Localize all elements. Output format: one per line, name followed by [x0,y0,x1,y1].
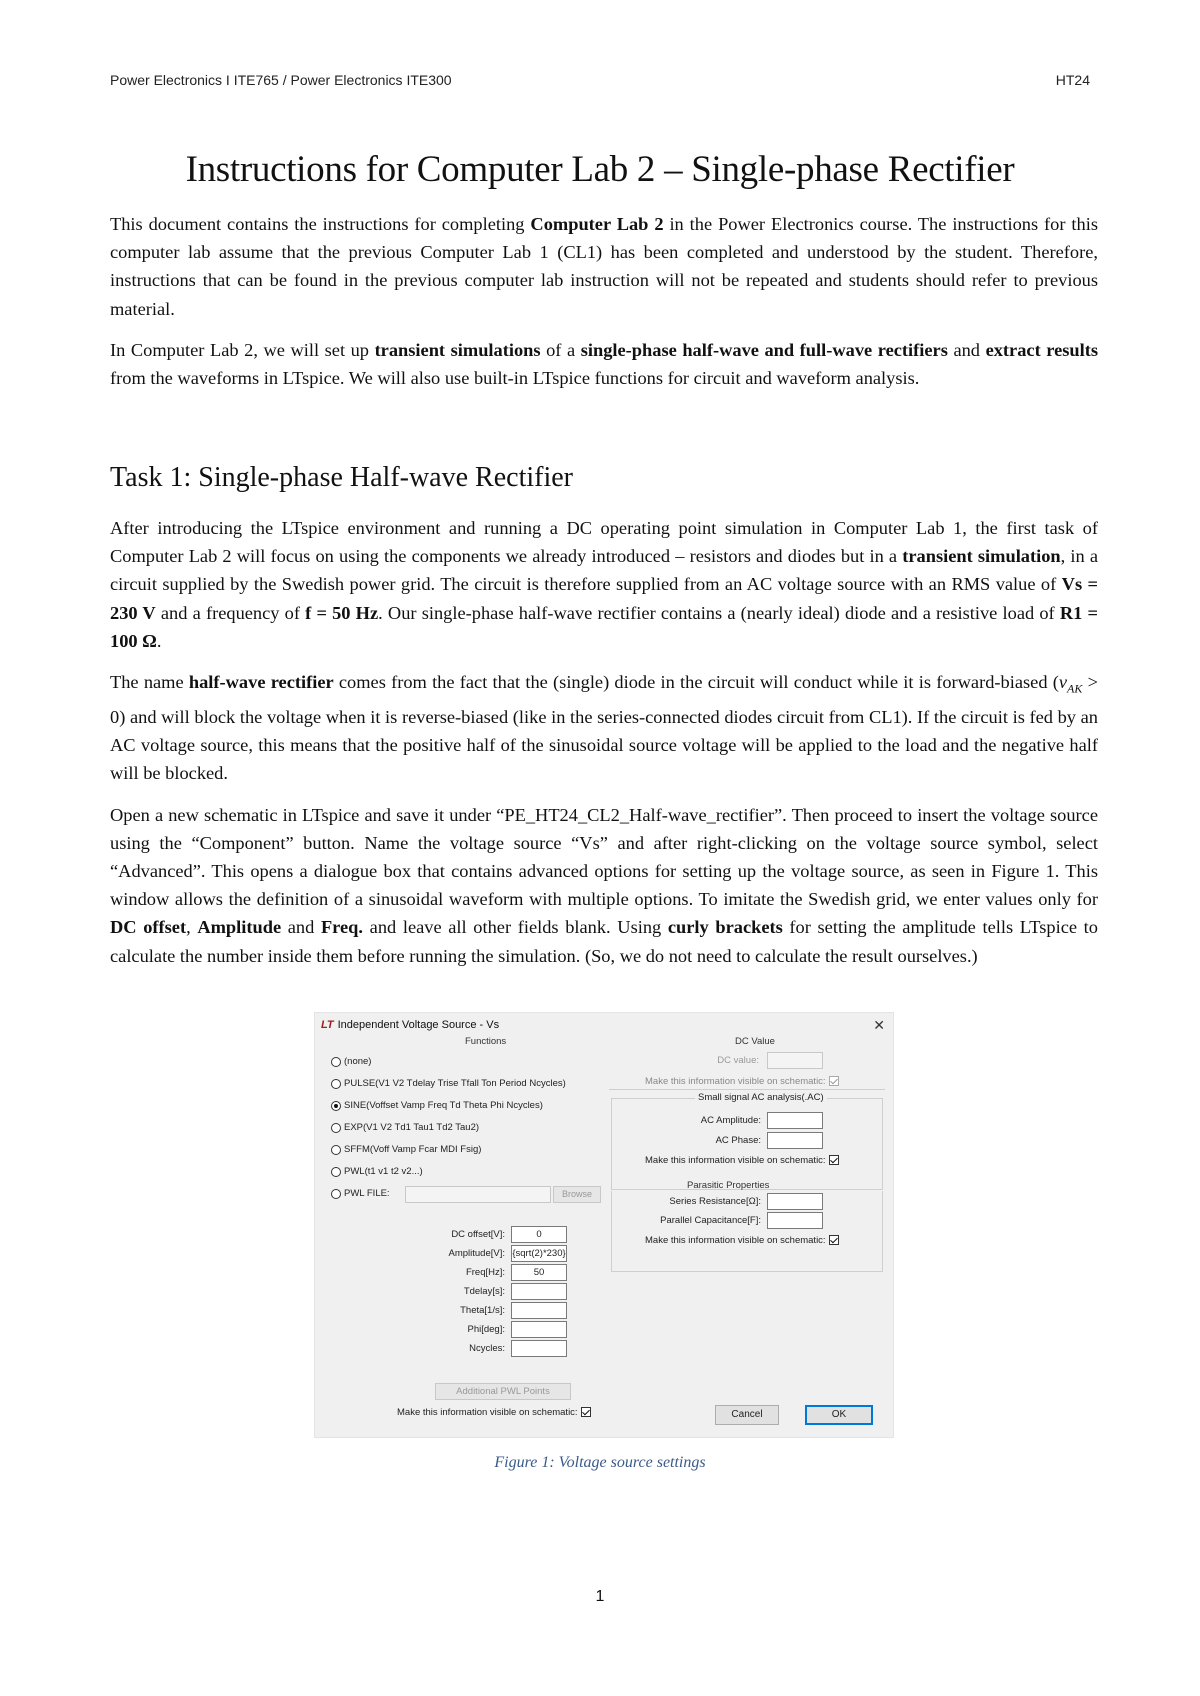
voltage-source-dialog [314,1012,894,1438]
visible-on-schematic-parasitic[interactable]: Make this information visible on schematic: [645,1235,839,1246]
intro-section [110,210,1098,405]
freq-label: Freq[Hz]: [465,1267,505,1278]
page-number: 1 [595,1588,605,1605]
radio-pwl-file[interactable]: PWL FILE: [331,1188,390,1199]
task1-section [110,514,1098,983]
theta-label: Theta[1/s]: [460,1305,505,1316]
ncycles-input[interactable] [511,1340,567,1357]
radio-button-icon [331,1123,341,1133]
ncycles-label: Ncycles: [469,1343,505,1354]
freq-input[interactable]: 50 [511,1264,567,1281]
task1-paragraph-2: The name half-wave rectifier comes from the fact that the (single) diode in the circuit will conduct while it is forward-biased $(v_{AK} > 0)$ and will block the voltage when it is reverse-biased (like in the series-connected diodes circuit from CL1). If the circuit is fed by an AC voltage source, this means that the positive half of the sinusoidal source voltage will be applied to the load and the negative half will be blocked. [110,672,1098,784]
radio-button-icon [331,1189,341,1199]
close-icon[interactable]: ✕ [873,1017,885,1033]
browse-button[interactable]: Browse [553,1186,601,1203]
dc-offset-input[interactable]: 0 [511,1226,567,1243]
radio-none[interactable]: (none) [331,1056,371,1067]
radio-sffm[interactable]: SFFM(Voff Vamp Fcar MDI Fsig) [331,1144,481,1155]
page-header [110,72,1090,88]
pwl-file-input[interactable] [405,1186,551,1203]
ac-amplitude-label: AC Amplitude: [700,1115,761,1126]
tdelay-input[interactable] [511,1283,567,1300]
header-course: Power Electronics I ITE765 / Power Electronics ITE300 [110,72,452,88]
math-vak: $v_{AK} > 0$ [110,672,1098,727]
radio-sine[interactable]: SINE(Voffset Vamp Freq Td Theta Phi Ncycles) [331,1100,543,1111]
ac-amplitude-input[interactable] [767,1112,823,1129]
parallel-capacitance-input[interactable] [767,1212,823,1229]
dialog-title: LT Independent Voltage Source - Vs [321,1019,500,1031]
radio-button-selected-icon [331,1101,341,1111]
radio-button-icon [331,1167,341,1177]
header-term: HT24 [1055,72,1090,88]
radio-pulse[interactable]: PULSE(V1 V2 Tdelay Trise Tfall Ton Period Ncycles) [331,1078,566,1089]
parallel-capacitance-label: Parallel Capacitance[F]: [660,1215,761,1226]
ok-button[interactable]: OK [805,1405,873,1425]
phi-label: Phi[deg]: [467,1324,505,1335]
intro-paragraph-1: This document contains the instructions for completing Computer Lab 2 in the Power Electronics course. The instructions for this computer lab assume that the previous Computer Lab 1 (CL1) has been completed and understood by the student. Therefore, instructions that can be found in the previous computer lab instruction will not be repeated and students should refer to previous material. [110,214,1098,319]
radio-button-icon [331,1145,341,1155]
cancel-button[interactable]: Cancel [715,1405,779,1425]
checkbox-checked-icon [829,1235,839,1245]
ac-phase-input[interactable] [767,1132,823,1149]
dc-offset-label: DC offset[V]: [451,1229,505,1240]
amplitude-label: Amplitude[V]: [448,1248,505,1259]
task1-heading: Task 1: Single-phase Half-wave Rectifier [110,462,573,493]
page-title: Instructions for Computer Lab 2 – Single-phase Rectifier [185,149,1015,190]
phi-input[interactable] [511,1321,567,1338]
visible-on-schematic-dc[interactable]: Make this information visible on schematic: [645,1076,839,1087]
radio-button-icon [331,1057,341,1067]
checkbox-disabled-icon [829,1076,839,1086]
task1-paragraph-1: After introducing the LTspice environment and running a DC operating point simulation in Computer Lab 1, the first task of Computer Lab 2 will focus on using the components we already introduced – resistors and diodes but in a transient simulation, in a circuit supplied by the Swedish power grid. The circuit is therefore supplied from an AC voltage source with an RMS value of Vs = 230 V and a frequency of f = 50 Hz. Our single-phase half-wave rectifier contains a (nearly ideal) diode and a resistive load of R1 = 100 Ω. [110,518,1098,651]
small-signal-label: Small signal AC analysis(.AC) [695,1092,827,1103]
checkbox-checked-icon [581,1407,591,1417]
functions-label: Functions [465,1036,507,1047]
radio-button-icon [331,1079,341,1089]
series-resistance-label: Series Resistance[Ω]: [669,1196,761,1207]
task1-paragraph-3: Open a new schematic in LTspice and save it under “PE_HT24_CL2_Half-wave_rectifier”. Then proceed to insert the voltage source using the “Component” button. Name the voltage source “Vs” and after right-clicking on the voltage source symbol, select “Advanced”. This opens a dialogue box that contains advanced options for setting up the voltage source, as seen in Figure 1. This window allows the definition of a sinusoidal waveform with multiple options. To imitate the Swedish grid, we enter values only for DC offset, Amplitude and Freq. and leave all other fields blank. Using curly brackets for setting the amplitude tells LTspice to calculate the number inside them before running the simulation. (So, we do not need to calculate the result ourselves.) [110,804,1098,966]
additional-pwl-button[interactable]: Additional PWL Points [435,1383,571,1400]
theta-input[interactable] [511,1302,567,1319]
visible-on-schematic-sine[interactable]: Make this information visible on schematic: [397,1407,591,1418]
radio-exp[interactable]: EXP(V1 V2 Td1 Tau1 Td2 Tau2) [331,1122,479,1133]
ac-phase-label: AC Phase: [715,1135,761,1146]
dc-value-field-label: DC value: [717,1055,759,1066]
radio-pwl[interactable]: PWL(t1 v1 t2 v2...) [331,1166,423,1177]
checkbox-checked-icon [829,1155,839,1165]
ltspice-logo-icon: LT [321,1019,334,1031]
parasitic-label: Parasitic Properties [687,1180,770,1191]
intro-paragraph-2: In Computer Lab 2, we will set up transient simulations of a single-phase half-wave and full-wave rectifiers and extract results from the waveforms in LTspice. We will also use built-in LTspice functions for circuit and waveform analysis. [110,339,1099,389]
figure-caption: Figure 1: Voltage source settings [494,1454,706,1471]
dc-value-input[interactable] [767,1052,823,1069]
dc-value-label: DC Value [735,1036,775,1047]
visible-on-schematic-ac[interactable]: Make this information visible on schematic: [645,1155,839,1166]
series-resistance-input[interactable] [767,1193,823,1210]
amplitude-input[interactable]: {sqrt(2)*230} [511,1245,567,1262]
tdelay-label: Tdelay[s]: [463,1286,505,1297]
